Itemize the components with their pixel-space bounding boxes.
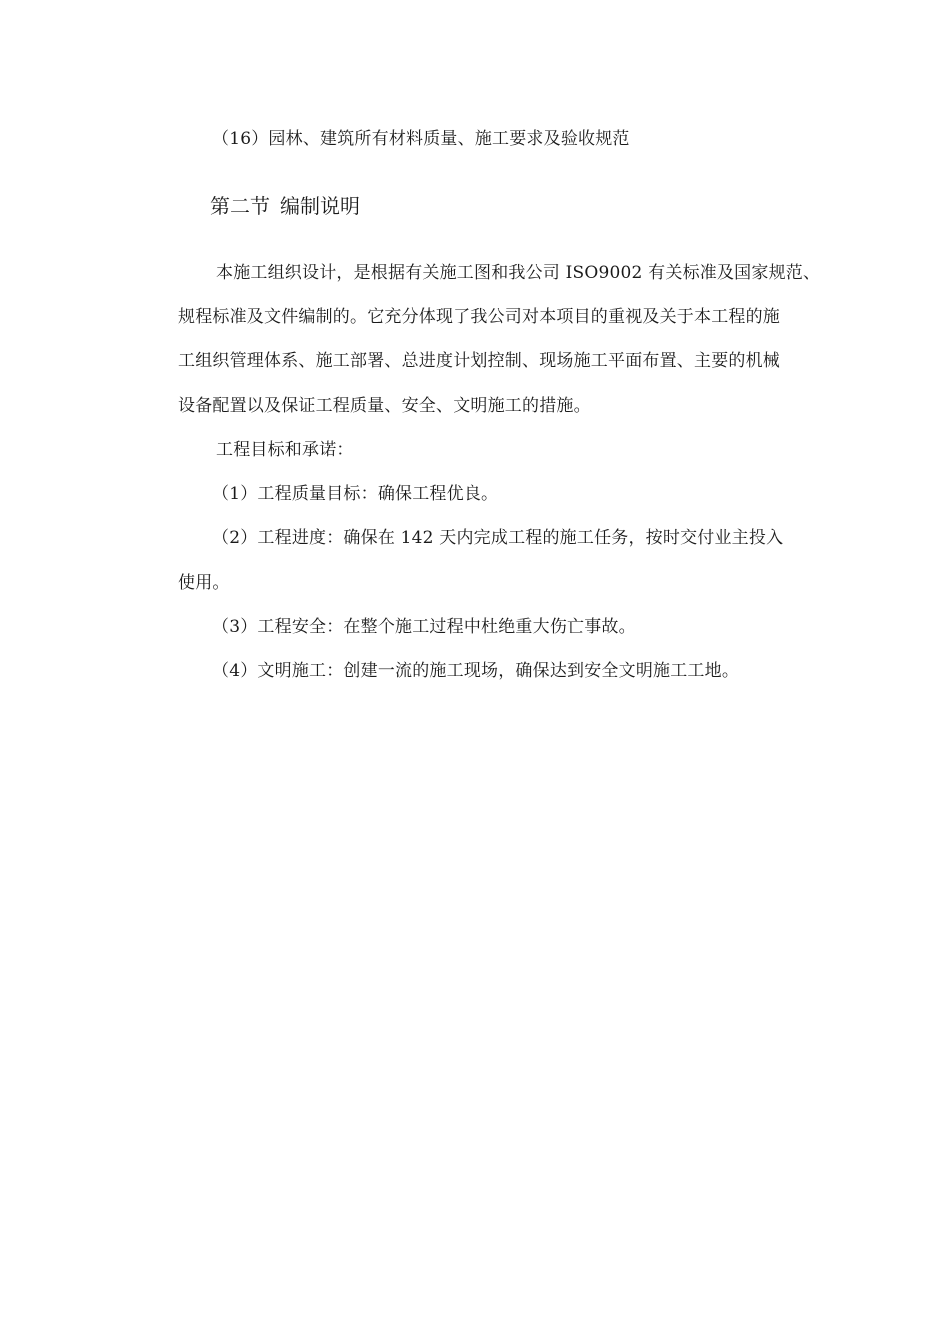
list-item-16: （16）园林、建筑所有材料质量、施工要求及验收规范 [212, 129, 630, 149]
goal-item-continuation: 使用。 [178, 573, 230, 593]
paragraph-line: 本施工组织设计，是根据有关施工图和我公司 ISO9002 有关标准及国家规范、 [216, 263, 821, 283]
goal-item: （4）文明施工：创建一流的施工现场，确保达到安全文明施工工地。 [212, 661, 740, 681]
goal-item: （3）工程安全：在整个施工过程中杜绝重大伤亡事故。 [212, 617, 636, 637]
paragraph-line: 规程标准及文件编制的。它充分体现了我公司对本项目的重视及关于本工程的施 [178, 307, 780, 327]
goal-item: （2）工程进度：确保在 142 天内完成工程的施工任务，按时交付业主投入 [212, 528, 784, 548]
section-heading [210, 193, 360, 219]
section-number: 第二节 [210, 194, 270, 218]
section-title: 编制说明 [280, 194, 360, 218]
goals-intro: 工程目标和承诺： [216, 440, 354, 460]
goal-item: （1）工程质量目标：确保工程优良。 [212, 484, 499, 504]
paragraph-line: 设备配置以及保证工程质量、安全、文明施工的措施。 [178, 396, 591, 416]
paragraph-line: 工组织管理体系、施工部署、总进度计划控制、现场施工平面布置、主要的机械 [178, 351, 780, 371]
